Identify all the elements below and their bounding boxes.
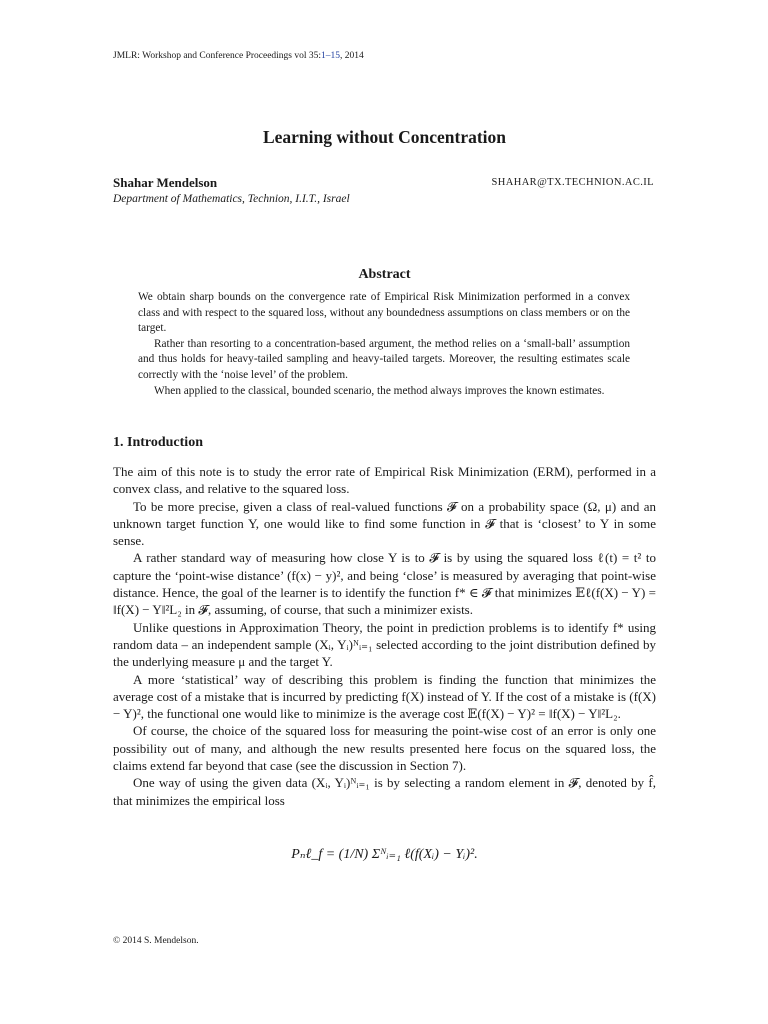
abstract-paragraph: When applied to the classical, bounded scenario, the method always improves the known estimates. (154, 384, 605, 397)
abstract-paragraph: Rather than resorting to a concentration-based argument, the method relies on a ‘small-ball’ assumption and thus holds for heavy-tailed sampling and heavy-tailed targets. Moreover, the resulting estimates scale correctly with the ‘noise level’ of the problem. (138, 337, 630, 381)
abstract-heading: Abstract (358, 267, 411, 282)
page-range-link[interactable]: 1–15 (321, 51, 341, 61)
body-paragraph: The aim of this note is to study the error rate of Empirical Risk Minimization (ERM), performed in a convex class, and relative to the squared loss. (113, 464, 656, 497)
abstract-paragraph: We obtain sharp bounds on the convergence rate of Empirical Risk Minimization performed in a convex class and with respect to the squared loss, without any boundedness assumptions on class members or on the target. (138, 291, 630, 335)
body-paragraph: To be more precise, given a class of real-valued functions 𝓕 on a probability space (Ω, μ) and an unknown target function Y, one would like to find some function in 𝓕 that is ‘closest’ to Y in some sense. (113, 498, 656, 549)
body-paragraph: A more ‘statistical’ way of describing this problem is finding the function that minimizes the average cost of a mistake that is incurred by predicting f(X) instead of Y. If the cost of a mistake is (f(X) − Y)², the functional one would like to minimize is the average cost 𝔼(f(X) − Y)² = ‖f(X) − Y‖²L₂. (113, 671, 656, 722)
section-heading: 1. Introduction (113, 435, 203, 450)
running-head-suffix: , 2014 (340, 51, 364, 61)
abstract-body (138, 290, 630, 399)
running-head (113, 51, 364, 61)
body-paragraph: Unlike questions in Approximation Theory, the point in prediction problems is to identify f* using random data – an independent sample (Xᵢ, Yᵢ)ᴺᵢ₌₁ selected according to the joint distribution defined by the underlying measure μ and the target Y. (113, 619, 656, 670)
running-head-prefix: JMLR: Workshop and Conference Proceedings vol 35: (113, 51, 322, 61)
author-email: SHAHAR@TX.TECHNION.AC.IL (491, 177, 654, 188)
body-paragraph: One way of using the given data (Xᵢ, Yᵢ)ᴺᵢ₌₁ is by selecting a random element in 𝓕, denoted by f̂, that minimizes the empirical loss (113, 775, 656, 808)
body-paragraph: Of course, the choice of the squared loss for measuring the point-wise cost of an error is only one possibility out of many, and although the new results presented here focus on the squared loss, the claims extend far beyond that case (see the discussion in Section 7). (113, 723, 656, 774)
empirical-loss-equation: Pₙℓ_f = (1/N) Σᴺᵢ₌₁ ℓ(f(Xᵢ) − Yᵢ)². (291, 847, 478, 862)
section-body (113, 463, 656, 809)
paper-title: Learning without Concentration (262, 127, 507, 147)
body-paragraph: A rather standard way of measuring how close Y is to 𝓕 is by using the squared loss ℓ(t) = t² to capture the ‘point-wise distance’ (f(x) − y)², and being ‘close’ is measured by averaging that point-wise distance. Hence, the goal of the learner is to identify the function f* ∈ 𝓕 that minimizes 𝔼ℓ(f(X) − Y) = ‖f(X) − Y‖²L₂ in 𝓕, assuming, of course, that such a minimizer exists. (113, 550, 656, 618)
author-affiliation: Department of Mathematics, Technion, I.I.T., Israel (113, 193, 350, 205)
copyright-notice: © 2014 S. Mendelson. (113, 936, 199, 946)
author-name: Shahar Mendelson (113, 175, 218, 190)
